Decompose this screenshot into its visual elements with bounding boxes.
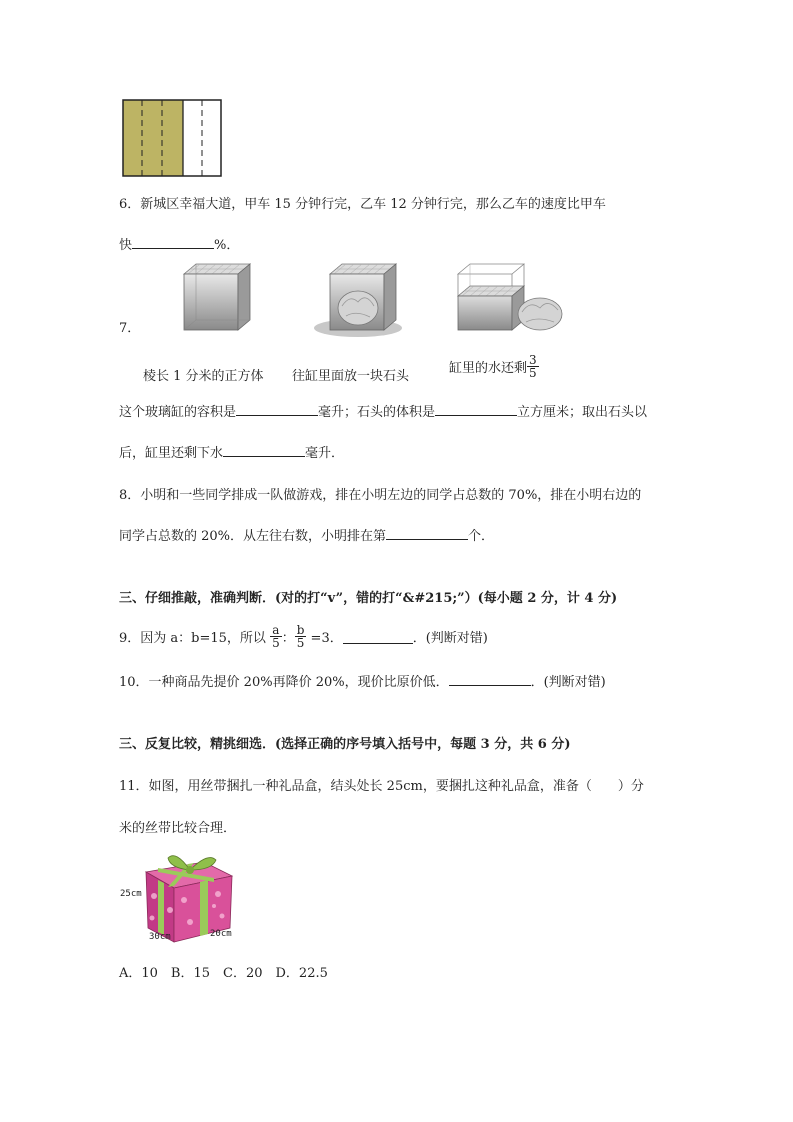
q7-stone-volume-blank[interactable] [435, 401, 517, 416]
q9-after: =3． [310, 631, 343, 646]
q7-fraction-numerator: 3 [529, 353, 537, 367]
q7-caption-remaining-text: 缸里的水还剩 [449, 361, 528, 376]
q11-line2: 米的丝带比较合理． [119, 821, 237, 836]
q8-line2-prefix: 同学占总数的 20%．从左往右数，小明排在第 [119, 529, 387, 544]
q9-fraction-a-numerator: a [270, 624, 282, 637]
q6-answer-blank[interactable] [132, 234, 214, 249]
q9-fraction-a-denominator: 5 [272, 636, 280, 650]
section-judgment-heading: 三、仔细推敲，准确判断．(对的打“v”，错的打“&#215;”）(每小题 2 分，计 4 分) [119, 591, 618, 606]
q7-number: 7． [119, 321, 141, 336]
q7-line2 [119, 442, 344, 461]
q10-judgment-blank[interactable] [449, 671, 531, 686]
q11-line1: 11．如图，用丝带捆扎一种礼品盒，结头处长 25cm，要捆扎这种礼品盒，准备（ ）分 [119, 779, 644, 794]
q8-position-blank[interactable] [386, 525, 468, 540]
q11-options[interactable]: A．10 B．15 C．20 D．22.5 [119, 966, 328, 981]
q9-fraction-b-denominator: 5 [296, 636, 305, 650]
q9-prefix: 9．因为 a：b=15，所以 [119, 631, 266, 646]
q7-volume-blank[interactable] [236, 401, 318, 416]
gift-length-label: 30cm [149, 932, 171, 942]
q7-caption-remaining [449, 354, 539, 379]
q10-suffix: ．(判断对错) [530, 675, 606, 690]
gift-height-label: 25cm [120, 889, 142, 899]
q8-line2-suffix: 个． [468, 529, 495, 544]
q7-line1 [119, 401, 647, 420]
strip-rectangle-figure [122, 99, 222, 177]
q6-line2-prefix: 快 [119, 238, 133, 253]
q6-line2-suffix: %． [214, 238, 240, 253]
q8-line2 [119, 525, 494, 544]
gift-box-figure [118, 846, 243, 946]
q7-line1-part-b: 毫升；石头的体积是 [318, 405, 436, 420]
q6-line1: 6．新城区幸福大道，甲车 15 分钟行完，乙车 12 分钟行完，那么乙车的速度比甲车 [119, 197, 606, 212]
tank-with-stone-figure [312, 262, 404, 342]
empty-tank-cube-figure [180, 262, 252, 332]
q9-line [119, 624, 488, 649]
q9-fraction-b-numerator: b [296, 623, 305, 637]
q7-fraction-three-fifths [527, 354, 539, 379]
q7-line2-part-b: 毫升． [305, 446, 345, 461]
q10-line [119, 671, 606, 690]
q7-remaining-water-blank[interactable] [223, 442, 305, 457]
section-choice-heading: 三、反复比较，精挑细选．(选择正确的序号填入括号中，每题 3 分，共 6 分) [119, 737, 571, 752]
q9-colon: ： [281, 631, 295, 646]
q7-caption-cube: 棱长 1 分米的正方体 [143, 369, 264, 384]
q7-fraction-denominator: 5 [529, 366, 537, 380]
q9-fraction-b-over-5 [295, 624, 307, 649]
q9-suffix: ．(判断对错) [412, 631, 488, 646]
tank-remaining-water-figure [456, 262, 564, 334]
q9-fraction-a-over-5 [270, 624, 282, 649]
q10-prefix: 10．一种商品先提价 20%再降价 20%，现价比原价低． [119, 675, 449, 690]
q8-line1: 8．小明和一些同学排成一队做游戏，排在小明左边的同学占总数的 70%，排在小明右边的 [119, 488, 642, 503]
q7-line1-part-c: 立方厘米；取出石头以 [517, 405, 648, 420]
gift-width-label: 20cm [210, 929, 232, 939]
q7-caption-stone: 往缸里面放一块石头 [292, 369, 410, 384]
q7-line1-part-a: 这个玻璃缸的容积是 [119, 405, 237, 420]
q6-line2 [119, 234, 239, 253]
q9-judgment-blank[interactable] [343, 629, 413, 644]
q7-line2-part-a: 后，缸里还剩下水 [119, 446, 224, 461]
